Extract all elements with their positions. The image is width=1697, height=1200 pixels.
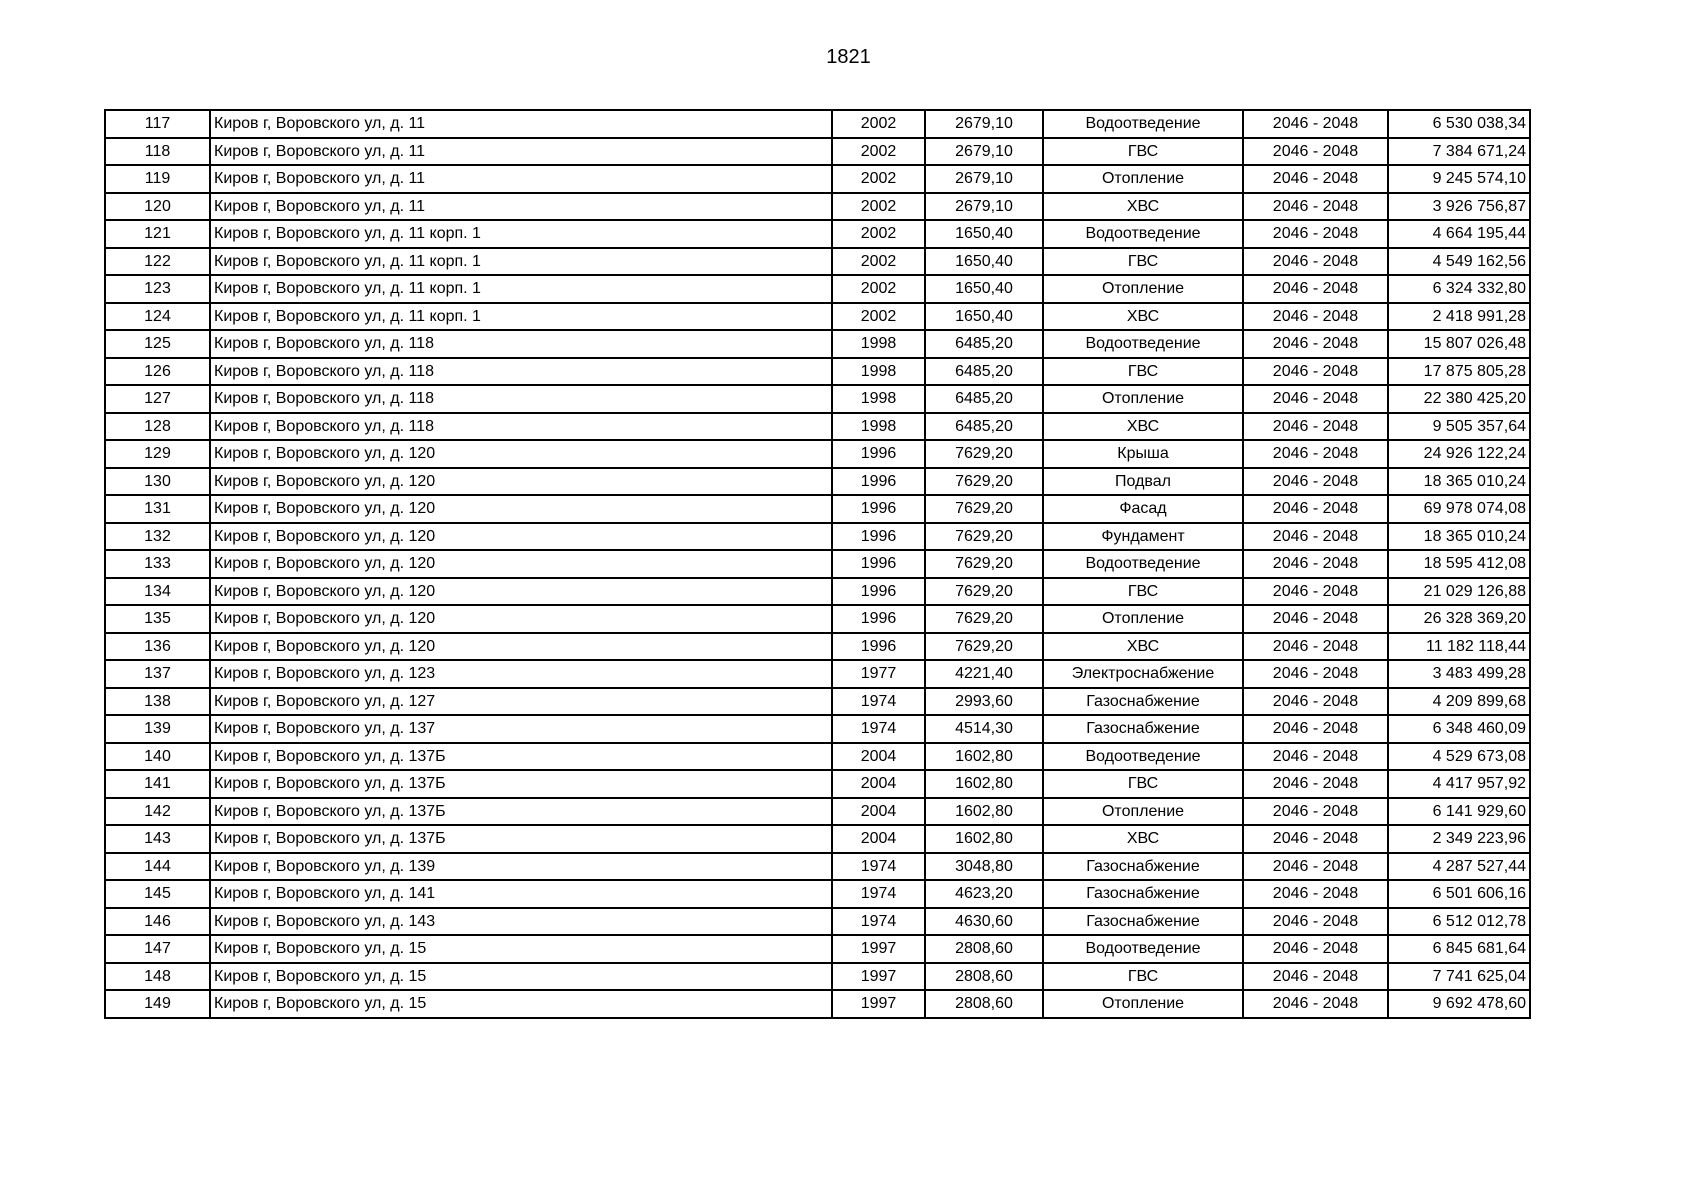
table-row [105,358,1530,386]
address-cell: Киров г, Воровского ул, д. 118 [210,385,832,413]
year-cell: 1998 [832,330,925,358]
address-cell: Киров г, Воровского ул, д. 137Б [210,825,832,853]
row-number-cell: 146 [105,908,210,936]
address-cell: Киров г, Воровского ул, д. 15 [210,963,832,991]
row-number-cell: 137 [105,660,210,688]
period-cell: 2046 - 2048 [1243,165,1388,193]
area-cell: 1650,40 [925,248,1043,276]
area-cell: 6485,20 [925,358,1043,386]
year-cell: 1974 [832,880,925,908]
row-number-cell: 129 [105,440,210,468]
address-cell: Киров г, Воровского ул, д. 11 корп. 1 [210,303,832,331]
address-cell: Киров г, Воровского ул, д. 120 [210,578,832,606]
cost-cell: 7 741 625,04 [1388,963,1530,991]
year-cell: 1997 [832,963,925,991]
table-row [105,688,1530,716]
table-body [105,110,1530,1018]
row-number-cell: 120 [105,193,210,221]
area-cell: 1602,80 [925,825,1043,853]
period-cell: 2046 - 2048 [1243,825,1388,853]
work-type-cell: ГВС [1043,358,1243,386]
work-type-cell: Газоснабжение [1043,908,1243,936]
address-cell: Киров г, Воровского ул, д. 137Б [210,798,832,826]
period-cell: 2046 - 2048 [1243,440,1388,468]
work-type-cell: Отопление [1043,275,1243,303]
year-cell: 2004 [832,825,925,853]
table-row [105,110,1530,138]
row-number-cell: 133 [105,550,210,578]
period-cell: 2046 - 2048 [1243,468,1388,496]
row-number-cell: 122 [105,248,210,276]
table-row [105,495,1530,523]
year-cell: 1996 [832,633,925,661]
period-cell: 2046 - 2048 [1243,413,1388,441]
work-type-cell: ХВС [1043,413,1243,441]
area-cell: 2679,10 [925,110,1043,138]
table-row [105,743,1530,771]
area-cell: 7629,20 [925,495,1043,523]
cost-cell: 4 417 957,92 [1388,770,1530,798]
address-cell: Киров г, Воровского ул, д. 120 [210,440,832,468]
year-cell: 2002 [832,303,925,331]
work-type-cell: Газоснабжение [1043,715,1243,743]
cost-cell: 7 384 671,24 [1388,138,1530,166]
table-row [105,798,1530,826]
period-cell: 2046 - 2048 [1243,578,1388,606]
address-cell: Киров г, Воровского ул, д. 127 [210,688,832,716]
work-type-cell: Подвал [1043,468,1243,496]
period-cell: 2046 - 2048 [1243,385,1388,413]
address-cell: Киров г, Воровского ул, д. 120 [210,605,832,633]
work-type-cell: ГВС [1043,963,1243,991]
cost-cell: 4 287 527,44 [1388,853,1530,881]
cost-cell: 11 182 118,44 [1388,633,1530,661]
period-cell: 2046 - 2048 [1243,550,1388,578]
year-cell: 1996 [832,495,925,523]
year-cell: 2002 [832,138,925,166]
area-cell: 2679,10 [925,165,1043,193]
address-cell: Киров г, Воровского ул, д. 139 [210,853,832,881]
area-cell: 6485,20 [925,385,1043,413]
year-cell: 1974 [832,688,925,716]
year-cell: 1996 [832,605,925,633]
cost-cell: 3 926 756,87 [1388,193,1530,221]
period-cell: 2046 - 2048 [1243,798,1388,826]
year-cell: 1996 [832,550,925,578]
cost-cell: 6 324 332,80 [1388,275,1530,303]
period-cell: 2046 - 2048 [1243,743,1388,771]
row-number-cell: 131 [105,495,210,523]
cost-cell: 4 209 899,68 [1388,688,1530,716]
year-cell: 1997 [832,990,925,1018]
year-cell: 2002 [832,165,925,193]
period-cell: 2046 - 2048 [1243,990,1388,1018]
address-cell: Киров г, Воровского ул, д. 123 [210,660,832,688]
table-row [105,825,1530,853]
address-cell: Киров г, Воровского ул, д. 118 [210,413,832,441]
row-number-cell: 136 [105,633,210,661]
period-cell: 2046 - 2048 [1243,880,1388,908]
work-type-cell: Фундамент [1043,523,1243,551]
row-number-cell: 123 [105,275,210,303]
work-type-cell: ГВС [1043,578,1243,606]
row-number-cell: 149 [105,990,210,1018]
cost-cell: 22 380 425,20 [1388,385,1530,413]
address-cell: Киров г, Воровского ул, д. 11 корп. 1 [210,275,832,303]
table-row [105,330,1530,358]
area-cell: 4623,20 [925,880,1043,908]
row-number-cell: 144 [105,853,210,881]
work-type-cell: Водоотведение [1043,743,1243,771]
row-number-cell: 141 [105,770,210,798]
address-cell: Киров г, Воровского ул, д. 120 [210,633,832,661]
year-cell: 1974 [832,908,925,936]
table-row [105,413,1530,441]
year-cell: 2002 [832,275,925,303]
area-cell: 7629,20 [925,578,1043,606]
area-cell: 4221,40 [925,660,1043,688]
work-type-cell: ГВС [1043,770,1243,798]
row-number-cell: 132 [105,523,210,551]
area-cell: 6485,20 [925,413,1043,441]
work-type-cell: ХВС [1043,303,1243,331]
row-number-cell: 130 [105,468,210,496]
address-cell: Киров г, Воровского ул, д. 137 [210,715,832,743]
cost-cell: 18 365 010,24 [1388,468,1530,496]
cost-cell: 6 348 460,09 [1388,715,1530,743]
row-number-cell: 126 [105,358,210,386]
cost-cell: 4 529 673,08 [1388,743,1530,771]
year-cell: 2002 [832,248,925,276]
period-cell: 2046 - 2048 [1243,110,1388,138]
cost-cell: 6 530 038,34 [1388,110,1530,138]
address-cell: Киров г, Воровского ул, д. 11 [210,110,832,138]
area-cell: 7629,20 [925,605,1043,633]
row-number-cell: 127 [105,385,210,413]
address-cell: Киров г, Воровского ул, д. 143 [210,908,832,936]
year-cell: 2002 [832,193,925,221]
area-cell: 7629,20 [925,523,1043,551]
table-row [105,138,1530,166]
area-cell: 7629,20 [925,440,1043,468]
period-cell: 2046 - 2048 [1243,935,1388,963]
address-cell: Киров г, Воровского ул, д. 118 [210,358,832,386]
work-type-cell: ХВС [1043,193,1243,221]
work-type-cell: Газоснабжение [1043,853,1243,881]
row-number-cell: 145 [105,880,210,908]
work-type-cell: Отопление [1043,605,1243,633]
period-cell: 2046 - 2048 [1243,220,1388,248]
table-row [105,770,1530,798]
table-row [105,523,1530,551]
area-cell: 2679,10 [925,138,1043,166]
work-type-cell: Водоотведение [1043,220,1243,248]
work-type-cell: Фасад [1043,495,1243,523]
cost-cell: 17 875 805,28 [1388,358,1530,386]
work-type-cell: ГВС [1043,248,1243,276]
period-cell: 2046 - 2048 [1243,963,1388,991]
area-cell: 1650,40 [925,275,1043,303]
work-type-cell: Газоснабжение [1043,688,1243,716]
table-row [105,963,1530,991]
table-row [105,440,1530,468]
address-cell: Киров г, Воровского ул, д. 11 [210,138,832,166]
address-cell: Киров г, Воровского ул, д. 11 корп. 1 [210,220,832,248]
table-row [105,880,1530,908]
row-number-cell: 142 [105,798,210,826]
cost-cell: 3 483 499,28 [1388,660,1530,688]
address-cell: Киров г, Воровского ул, д. 120 [210,550,832,578]
cost-cell: 4 664 195,44 [1388,220,1530,248]
period-cell: 2046 - 2048 [1243,495,1388,523]
year-cell: 1996 [832,578,925,606]
table-row [105,248,1530,276]
period-cell: 2046 - 2048 [1243,275,1388,303]
cost-cell: 18 595 412,08 [1388,550,1530,578]
table-row [105,935,1530,963]
row-number-cell: 147 [105,935,210,963]
period-cell: 2046 - 2048 [1243,605,1388,633]
work-type-cell: ГВС [1043,138,1243,166]
year-cell: 1998 [832,358,925,386]
year-cell: 1996 [832,440,925,468]
cost-cell: 2 349 223,96 [1388,825,1530,853]
address-cell: Киров г, Воровского ул, д. 120 [210,468,832,496]
cost-cell: 6 141 929,60 [1388,798,1530,826]
year-cell: 1977 [832,660,925,688]
address-cell: Киров г, Воровского ул, д. 11 [210,193,832,221]
year-cell: 1974 [832,715,925,743]
year-cell: 1998 [832,385,925,413]
table-row [105,275,1530,303]
area-cell: 2993,60 [925,688,1043,716]
row-number-cell: 121 [105,220,210,248]
table-row [105,220,1530,248]
period-cell: 2046 - 2048 [1243,248,1388,276]
cost-cell: 6 512 012,78 [1388,908,1530,936]
year-cell: 1996 [832,523,925,551]
cost-cell: 6 501 606,16 [1388,880,1530,908]
row-number-cell: 139 [105,715,210,743]
table-row [105,853,1530,881]
period-cell: 2046 - 2048 [1243,523,1388,551]
table-row [105,908,1530,936]
period-cell: 2046 - 2048 [1243,358,1388,386]
period-cell: 2046 - 2048 [1243,138,1388,166]
year-cell: 1997 [832,935,925,963]
table-row [105,578,1530,606]
table-row [105,715,1530,743]
table-row [105,633,1530,661]
area-cell: 7629,20 [925,550,1043,578]
area-cell: 4630,60 [925,908,1043,936]
year-cell: 2002 [832,110,925,138]
work-type-cell: ХВС [1043,633,1243,661]
cost-cell: 9 505 357,64 [1388,413,1530,441]
area-cell: 1650,40 [925,220,1043,248]
address-cell: Киров г, Воровского ул, д. 120 [210,495,832,523]
address-cell: Киров г, Воровского ул, д. 15 [210,935,832,963]
area-cell: 1602,80 [925,743,1043,771]
cost-cell: 9 692 478,60 [1388,990,1530,1018]
address-cell: Киров г, Воровского ул, д. 137Б [210,770,832,798]
cost-cell: 69 978 074,08 [1388,495,1530,523]
row-number-cell: 138 [105,688,210,716]
table-row [105,468,1530,496]
cost-cell: 15 807 026,48 [1388,330,1530,358]
work-type-cell: Водоотведение [1043,550,1243,578]
area-cell: 7629,20 [925,468,1043,496]
work-type-cell: Газоснабжение [1043,880,1243,908]
work-type-cell: Отопление [1043,798,1243,826]
cost-cell: 18 365 010,24 [1388,523,1530,551]
work-type-cell: Электроснабжение [1043,660,1243,688]
table-row [105,605,1530,633]
year-cell: 2004 [832,770,925,798]
area-cell: 1650,40 [925,303,1043,331]
period-cell: 2046 - 2048 [1243,853,1388,881]
work-type-cell: Водоотведение [1043,330,1243,358]
table-row [105,193,1530,221]
area-cell: 4514,30 [925,715,1043,743]
address-cell: Киров г, Воровского ул, д. 137Б [210,743,832,771]
cost-cell: 26 328 369,20 [1388,605,1530,633]
cost-cell: 2 418 991,28 [1388,303,1530,331]
table-row [105,550,1530,578]
cost-cell: 6 845 681,64 [1388,935,1530,963]
row-number-cell: 148 [105,963,210,991]
cost-cell: 24 926 122,24 [1388,440,1530,468]
row-number-cell: 143 [105,825,210,853]
period-cell: 2046 - 2048 [1243,633,1388,661]
table-row [105,990,1530,1018]
table-row [105,165,1530,193]
area-cell: 2679,10 [925,193,1043,221]
row-number-cell: 117 [105,110,210,138]
address-cell: Киров г, Воровского ул, д. 120 [210,523,832,551]
work-type-cell: Крыша [1043,440,1243,468]
row-number-cell: 119 [105,165,210,193]
work-type-cell: Отопление [1043,165,1243,193]
area-cell: 1602,80 [925,798,1043,826]
row-number-cell: 134 [105,578,210,606]
address-cell: Киров г, Воровского ул, д. 118 [210,330,832,358]
address-cell: Киров г, Воровского ул, д. 11 [210,165,832,193]
period-cell: 2046 - 2048 [1243,688,1388,716]
work-type-cell: Водоотведение [1043,935,1243,963]
area-cell: 1602,80 [925,770,1043,798]
area-cell: 3048,80 [925,853,1043,881]
address-cell: Киров г, Воровского ул, д. 15 [210,990,832,1018]
cost-cell: 4 549 162,56 [1388,248,1530,276]
period-cell: 2046 - 2048 [1243,770,1388,798]
work-type-cell: Водоотведение [1043,110,1243,138]
period-cell: 2046 - 2048 [1243,660,1388,688]
row-number-cell: 128 [105,413,210,441]
table-row [105,385,1530,413]
year-cell: 1974 [832,853,925,881]
address-cell: Киров г, Воровского ул, д. 11 корп. 1 [210,248,832,276]
year-cell: 2004 [832,743,925,771]
area-cell: 2808,60 [925,935,1043,963]
period-cell: 2046 - 2048 [1243,715,1388,743]
period-cell: 2046 - 2048 [1243,330,1388,358]
work-type-cell: ХВС [1043,825,1243,853]
cost-cell: 21 029 126,88 [1388,578,1530,606]
area-cell: 6485,20 [925,330,1043,358]
cost-cell: 9 245 574,10 [1388,165,1530,193]
work-type-cell: Отопление [1043,385,1243,413]
area-cell: 2808,60 [925,990,1043,1018]
table-row [105,303,1530,331]
row-number-cell: 125 [105,330,210,358]
page-number: 1821 [826,46,871,68]
row-number-cell: 140 [105,743,210,771]
work-type-cell: Отопление [1043,990,1243,1018]
period-cell: 2046 - 2048 [1243,908,1388,936]
year-cell: 2004 [832,798,925,826]
year-cell: 2002 [832,220,925,248]
row-number-cell: 135 [105,605,210,633]
table-row [105,660,1530,688]
row-number-cell: 124 [105,303,210,331]
row-number-cell: 118 [105,138,210,166]
period-cell: 2046 - 2048 [1243,303,1388,331]
registry-table [104,109,1531,1019]
area-cell: 7629,20 [925,633,1043,661]
period-cell: 2046 - 2048 [1243,193,1388,221]
area-cell: 2808,60 [925,963,1043,991]
address-cell: Киров г, Воровского ул, д. 141 [210,880,832,908]
year-cell: 1996 [832,468,925,496]
year-cell: 1998 [832,413,925,441]
